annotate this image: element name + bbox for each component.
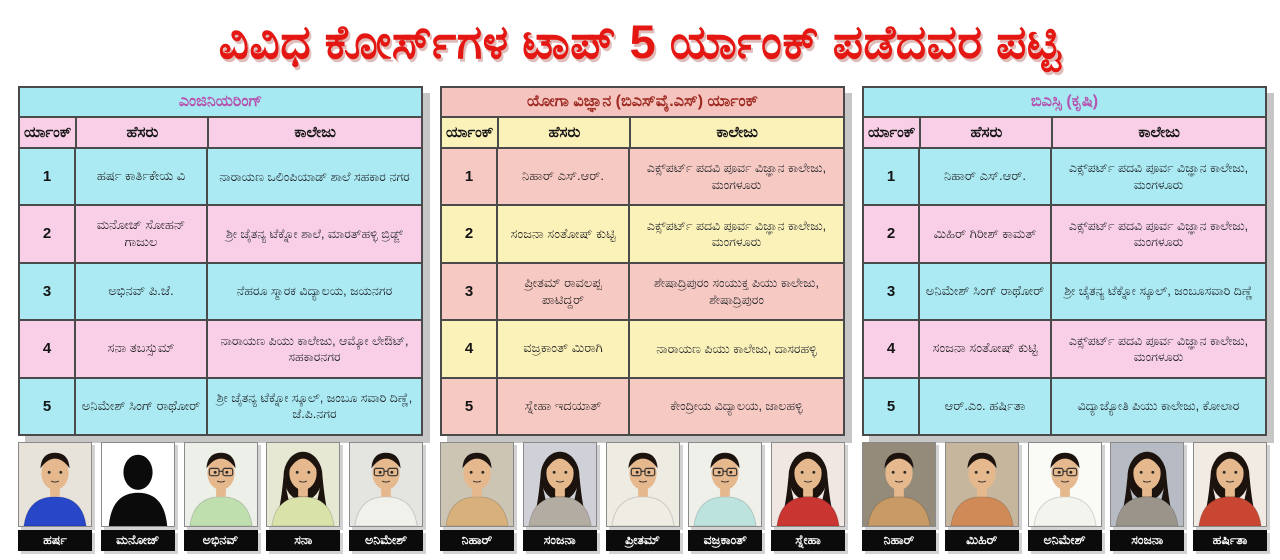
- name-cell: ಮಿಹಿರ್ ಗಿರೀಶ್ ಕಾಮತ್: [920, 206, 1052, 261]
- rank-cell: 5: [442, 379, 498, 434]
- student-portrait-icon: [946, 443, 1018, 526]
- college-cell: ಎಕ್ಸ್‌ಪರ್ಟ್ ಪದವಿ ಪೂರ್ವ ವಿಜ್ಞಾನ ಕಾಲೇಜು, ಮಂಗಳೂರು: [1052, 206, 1265, 261]
- name-cell: ಪ್ರೀತಮ್ ರಾವಲಪ್ಪ ಪಾಟಿದ್ದರ್: [498, 264, 630, 319]
- photo-avatar: [523, 442, 597, 527]
- photo-name-label: ಪ್ರೀತಮ್: [606, 530, 680, 551]
- student-portrait-icon: [1029, 443, 1101, 526]
- college-cell: ಎಕ್ಸ್‌ಪರ್ಟ್ ಪದವಿ ಪೂರ್ವ ವಿಜ್ಞಾನ ಕಾಲೇಜು, ಮಂಗಳೂರು: [1052, 149, 1265, 204]
- rank-table-3: [862, 86, 1267, 436]
- name-cell: ಅನಿಮೇಶ್ ಸಿಂಗ್ ರಾಥೋರ್: [920, 264, 1052, 319]
- rank-cell: 2: [20, 206, 76, 261]
- table-title: ಯೋಗಾ ವಿಜ್ಞಾನ (ಬಿಎಸ್‌ವೈ.ಎಸ್) ರ್ಯಾಂಕ್: [442, 88, 843, 118]
- rank-cell: 4: [442, 321, 498, 376]
- student-portrait-icon: [102, 443, 174, 526]
- rank-cell: 5: [864, 379, 920, 434]
- photo-avatar: [184, 442, 258, 527]
- student-photo: [18, 442, 92, 554]
- student-portrait-icon: [1194, 443, 1266, 526]
- photo-avatar: [862, 442, 936, 527]
- rank-cell: 3: [20, 264, 76, 319]
- student-photo: [184, 442, 258, 554]
- college-cell: ನಾರಾಯಣ ಪಿಯು ಕಾಲೇಜು, ದಾಸರಹಳ್ಳಿ: [630, 321, 843, 376]
- table-header-row: [864, 118, 1265, 149]
- student-portrait-icon: [607, 443, 679, 526]
- name-cell: ಅನಿಮೇಶ್ ಸಿಂಗ್ ರಾಥೋರ್: [76, 379, 208, 434]
- college-cell: ಎಕ್ಸ್‌ಪರ್ಟ್ ಪದವಿ ಪೂರ್ವ ವಿಜ್ಞಾನ ಕಾಲೇಜು, ಮಂಗಳೂರು: [630, 149, 843, 204]
- rank-table-1: [18, 86, 423, 436]
- photo-avatar: [101, 442, 175, 527]
- rank-cell: 1: [864, 149, 920, 204]
- college-cell: ಕೇಂದ್ರೀಯ ವಿದ್ಯಾಲಯ, ಜಾಲಹಳ್ಳಿ: [630, 379, 843, 434]
- student-photo: [523, 442, 597, 554]
- rank-cell: 1: [442, 149, 498, 204]
- student-portrait-icon: [441, 443, 513, 526]
- photo-name-label: ಮಿಹಿರ್: [945, 530, 1019, 551]
- rank-cell: 4: [20, 321, 76, 376]
- photo-name-label: ಅನಿಮೇಶ್: [349, 530, 423, 551]
- student-photo: [1028, 442, 1102, 554]
- name-cell: ನಿಹಾರ್ ಎಸ್.ಆರ್.: [920, 149, 1052, 204]
- student-portrait-icon: [1111, 443, 1183, 526]
- column-header: ರ್ಯಾಂಕ್: [442, 118, 499, 147]
- name-cell: ಹರ್ಷ ಕಾರ್ತಿಕೇಯ ವಿ: [76, 149, 208, 204]
- photo-avatar: [1110, 442, 1184, 527]
- student-photo: [862, 442, 936, 554]
- student-portrait-icon: [863, 443, 935, 526]
- name-cell: ಸಂಜನಾ ಸಂತೋಷ್ ಕುಟ್ಟಿ: [498, 206, 630, 261]
- column-header: ಹೆಸರು: [77, 118, 209, 147]
- photo-name-label: ಹರ್ಷಿತಾ: [1193, 530, 1267, 551]
- table-row: [20, 149, 421, 206]
- photo-avatar: [18, 442, 92, 527]
- photo-avatar: [1193, 442, 1267, 527]
- name-cell: ಮನೋಜ್ ಸೋಹನ್ ಗಾಜುಲ: [76, 206, 208, 261]
- college-cell: ವಿದ್ಯಾಜ್ಯೋತಿ ಪಿಯು ಕಾಲೇಜು, ಕೋಲಾರ: [1052, 379, 1265, 434]
- photo-avatar: [688, 442, 762, 527]
- student-portrait-icon: [689, 443, 761, 526]
- table-row: [20, 264, 421, 321]
- table-row: [442, 206, 843, 263]
- college-cell: ನಾರಾಯಣ ಒಲಿಂಪಿಯಾಡ್ ಶಾಲೆ ಸಹಕಾರ ನಗರ: [208, 149, 421, 204]
- photo-avatar: [1028, 442, 1102, 527]
- student-photo: [606, 442, 680, 554]
- column-header: ಕಾಲೇಜು: [209, 118, 421, 147]
- student-photo: [349, 442, 423, 554]
- photo-name-label: ಹರ್ಷ: [18, 530, 92, 551]
- name-cell: ಸನಾ ತಬಸ್ಸುಮ್: [76, 321, 208, 376]
- table-row: [864, 206, 1265, 263]
- table-row: [20, 321, 421, 378]
- table-row: [20, 206, 421, 263]
- student-photo: [688, 442, 762, 554]
- student-portrait-icon: [350, 443, 422, 526]
- college-cell: ನೆಹರೂ ಸ್ಮಾರಕ ವಿದ್ಯಾಲಯ, ಜಯನಗರ: [208, 264, 421, 319]
- name-cell: ಆರ್.ಎಂ. ಹರ್ಷಿತಾ: [920, 379, 1052, 434]
- table-row: [20, 379, 421, 434]
- page-title: ವಿವಿಧ ಕೋರ್ಸ್‌ಗಳ ಟಾಪ್ 5 ರ್ಯಾಂಕ್ ಪಡೆದವರ ಪಟ್ಟಿ: [218, 15, 1062, 68]
- student-photo: [266, 442, 340, 554]
- table-title: ಎಂಜಿನಿಯರಿಂಗ್: [20, 88, 421, 118]
- photo-name-label: ಸಂಜನಾ: [523, 530, 597, 551]
- student-portrait-icon: [267, 443, 339, 526]
- student-photos-row: [18, 442, 1267, 554]
- name-cell: ಅಭಿನವ್ ಪಿ.ಜೆ.: [76, 264, 208, 319]
- table-row: [442, 149, 843, 206]
- rank-cell: 5: [20, 379, 76, 434]
- table-header-row: [20, 118, 421, 149]
- table-row: [864, 379, 1265, 434]
- photo-group-1: [18, 442, 423, 554]
- photo-avatar: [349, 442, 423, 527]
- student-photo: [771, 442, 845, 554]
- column-header: ರ್ಯಾಂಕ್: [864, 118, 921, 147]
- column-header: ಕಾಲೇಜು: [1053, 118, 1265, 147]
- name-cell: ಸಂಜನಾ ಸಂತೋಷ್ ಕುಟ್ಟಿ: [920, 321, 1052, 376]
- rank-cell: 1: [20, 149, 76, 204]
- photo-avatar: [945, 442, 1019, 527]
- college-cell: ಎಕ್ಸ್‌ಪರ್ಟ್ ಪದವಿ ಪೂರ್ವ ವಿಜ್ಞಾನ ಕಾಲೇಜು, ಮಂಗಳೂರು: [630, 206, 843, 261]
- name-cell: ವಜ್ರಕಾಂತ್ ಮಿರಾಗಿ: [498, 321, 630, 376]
- college-cell: ಶ್ರೀ ಚೈತನ್ಯ ಟೆಕ್ನೋ ಸ್ಕೂಲ್, ಜಂಬೂ ಸವಾರಿ ದಿಣ್ಣೆ, ಜೆ.ಪಿ.ನಗರ: [208, 379, 421, 434]
- photo-name-label: ಸ್ನೇಹಾ: [771, 530, 845, 551]
- rank-cell: 3: [864, 264, 920, 319]
- table-row: [864, 264, 1265, 321]
- photo-name-label: ಅಭಿನವ್: [184, 530, 258, 551]
- student-photo: [1193, 442, 1267, 554]
- rank-cell: 2: [442, 206, 498, 261]
- student-photo: [945, 442, 1019, 554]
- name-cell: ಸ್ನೇಹಾ ಇದಯಾತ್: [498, 379, 630, 434]
- college-cell: ಶ್ರೀ ಚೈತನ್ಯ ಟೆಕ್ನೋ ಶಾಲೆ, ಮಾರತ್‌ಹಳ್ಳಿ ಬ್ರಿಡ್ಜ್: [208, 206, 421, 261]
- student-portrait-icon: [772, 443, 844, 526]
- rank-cell: 2: [864, 206, 920, 261]
- photo-name-label: ನಿಹಾರ್: [440, 530, 514, 551]
- photo-name-label: ಸನಾ: [266, 530, 340, 551]
- student-photo: [101, 442, 175, 554]
- student-portrait-icon: [185, 443, 257, 526]
- photo-name-label: ಮನೋಜ್: [101, 530, 175, 551]
- table-row: [864, 149, 1265, 206]
- student-photo: [1110, 442, 1184, 554]
- table-row: [442, 379, 843, 434]
- student-portrait-icon: [524, 443, 596, 526]
- table-row: [442, 264, 843, 321]
- student-portrait-icon: [19, 443, 91, 526]
- column-header: ಹೆಸರು: [921, 118, 1053, 147]
- table-row: [864, 321, 1265, 378]
- photo-avatar: [606, 442, 680, 527]
- college-cell: ಶೇಷಾದ್ರಿಪುರಂ ಸಂಯುಕ್ತ ಪಿಯು ಕಾಲೇಜು, ಶೇಷಾದ್ರಿಪುರಂ: [630, 264, 843, 319]
- rank-cell: 4: [864, 321, 920, 376]
- photo-avatar: [771, 442, 845, 527]
- rank-tables-row: [18, 86, 1267, 436]
- student-photo: [440, 442, 514, 554]
- column-header: ಹೆಸರು: [499, 118, 631, 147]
- college-cell: ನಾರಾಯಣ ಪಿಯು ಕಾಲೇಜು, ಆಮ್ಕೋ ಲೇಔಟ್, ಸಹಕಾರನಗರ: [208, 321, 421, 376]
- photo-name-label: ಅನಿಮೇಶ್: [1028, 530, 1102, 551]
- column-header: ಕಾಲೇಜು: [631, 118, 843, 147]
- column-header: ರ್ಯಾಂಕ್: [20, 118, 77, 147]
- photo-name-label: ನಿಹಾರ್: [862, 530, 936, 551]
- photo-name-label: ಸಂಜನಾ: [1110, 530, 1184, 551]
- rank-cell: 3: [442, 264, 498, 319]
- photo-name-label: ವಜ್ರಕಾಂತ್: [688, 530, 762, 551]
- table-header-row: [442, 118, 843, 149]
- college-cell: ಎಕ್ಸ್‌ಪರ್ಟ್ ಪದವಿ ಪೂರ್ವ ವಿಜ್ಞಾನ ಕಾಲೇಜು, ಮಂಗಳೂರು: [1052, 321, 1265, 376]
- name-cell: ನಿಹಾರ್ ಎಸ್.ಆರ್.: [498, 149, 630, 204]
- photo-avatar: [266, 442, 340, 527]
- photo-group-3: [862, 442, 1267, 554]
- photo-avatar: [440, 442, 514, 527]
- college-cell: ಶ್ರೀ ಚೈತನ್ಯ ಟೆಕ್ನೋ ಸ್ಕೂಲ್, ಜಂಬೂಸವಾರಿ ದಿಣ್ಣೆ: [1052, 264, 1265, 319]
- photo-group-2: [440, 442, 845, 554]
- table-row: [442, 321, 843, 378]
- rank-table-2: [440, 86, 845, 436]
- table-title: ಬಿಎಸ್ಸಿ (ಕೃಷಿ): [864, 88, 1265, 118]
